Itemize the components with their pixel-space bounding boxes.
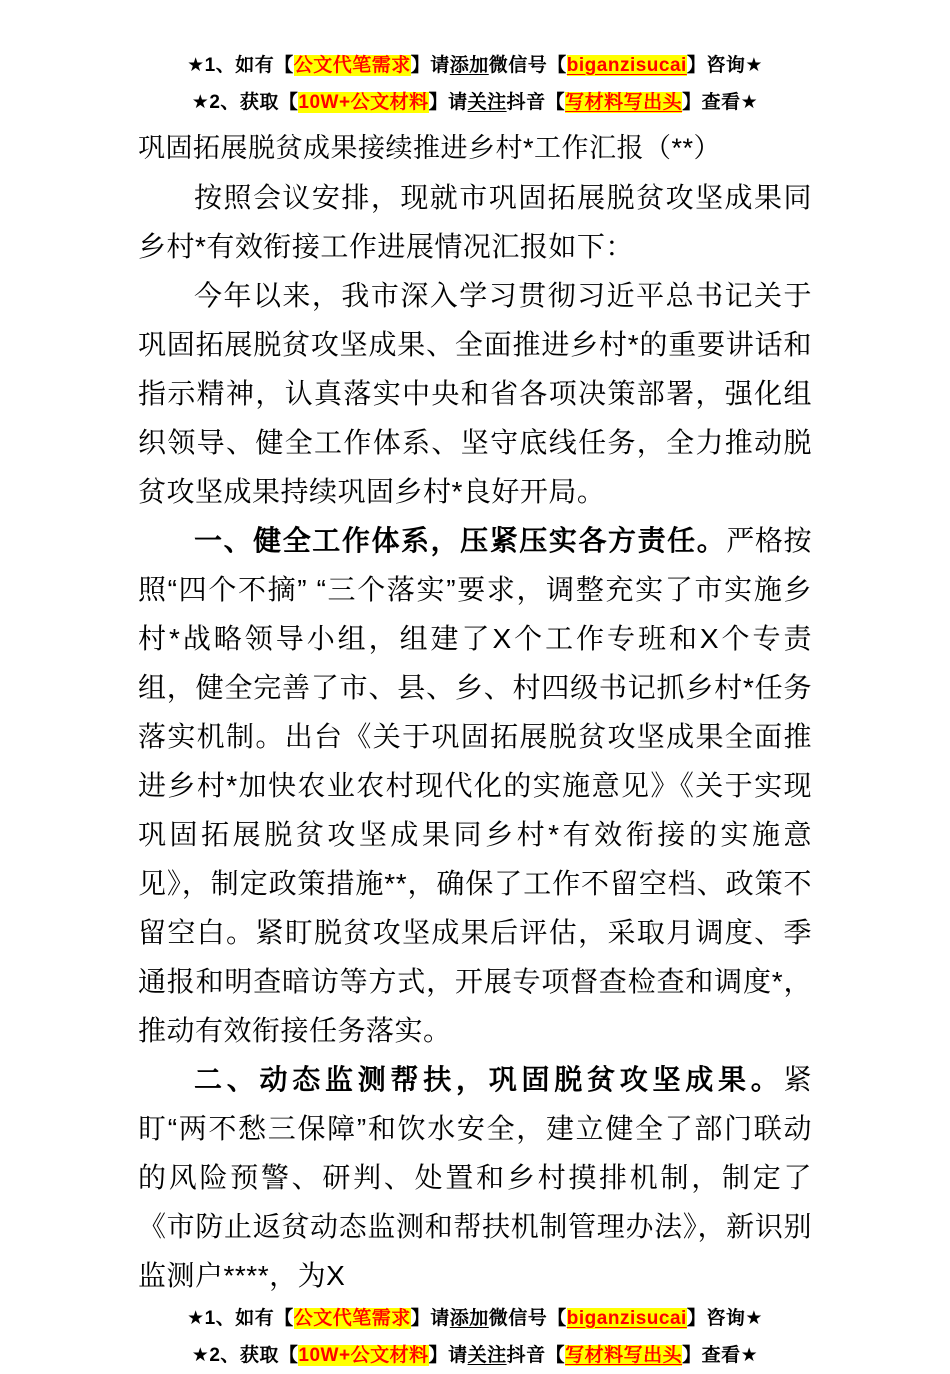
paragraph-intro [138,173,812,271]
promo-douyin-id: 写材料写出头 [565,1345,683,1366]
promo-footer-line-2 [138,1337,812,1374]
promo-text: 微信号【 [488,55,567,76]
promo-underline-follow: 关注 [467,92,507,113]
paragraph-text: 按照会议安排，现就市巩固拓展脱贫攻坚成果同乡村*有效衔接工作进展情况汇报如下： [138,182,812,262]
promo-footer [138,1300,812,1374]
paragraph-text: 今年以来，我市深入学习贯彻习近平总书记关于巩固拓展脱贫攻坚成果、全面推进乡村*的重要讲话和指示精神，认真落实中央和省各项决策部署，强化组织领导、健全工作体系、坚守底线任务，全力推动脱贫攻坚成果持续巩固乡村*良好开局。 [138,280,812,507]
promo-douyin-id: 写材料写出头 [565,92,683,113]
promo-text: ★1、如有【 [187,1308,294,1329]
promo-highlight-writing-service: 公文代笔需求 [293,55,411,76]
promo-highlight-materials: 10W+公文材料 [298,92,429,113]
promo-text: 】咨询★ [686,55,763,76]
promo-text: 】查看★ [682,92,759,113]
promo-header-line-1 [138,47,812,84]
promo-highlight-materials: 10W+公文材料 [298,1345,429,1366]
paragraph-text: 紧盯“两不愁三保障”和饮水安全，建立健全了部门联动的风险预警、研判、处置和乡村摸排机制，制定了《市防止返贫动态监测和帮扶机制管理办法》，新识别监测户****，为X [138,1064,812,1291]
promo-text: 抖音【 [506,92,566,113]
promo-header [138,47,812,121]
promo-wechat-id: biganzisucai [566,1308,687,1329]
promo-text: 抖音【 [506,1345,566,1366]
promo-text: 】咨询★ [686,1308,763,1329]
document-title: 巩固拓展脱贫成果接续推进乡村*工作汇报（**） [138,133,722,163]
promo-text: ★1、如有【 [187,55,294,76]
promo-text: 】请 [428,1345,468,1366]
promo-underline-add: 添加 [449,55,489,76]
promo-text: 】请 [428,92,468,113]
promo-text: 】请 [410,55,450,76]
promo-underline-follow: 关注 [467,1345,507,1366]
promo-text: 】查看★ [682,1345,759,1366]
promo-underline-add: 添加 [449,1308,489,1329]
promo-text: ★2、获取【 [191,1345,299,1366]
promo-header-line-2 [138,84,812,121]
promo-text: 微信号【 [488,1308,567,1329]
promo-footer-line-1 [138,1300,812,1337]
promo-text: 】请 [410,1308,450,1329]
paragraph-overview [138,271,812,516]
section-1-heading: 一、健全工作体系，压紧压实各方责任。 [194,525,727,556]
promo-wechat-id: biganzisucai [566,55,687,76]
promo-highlight-writing-service: 公文代笔需求 [293,1308,411,1329]
promo-text: ★2、获取【 [191,92,299,113]
paragraph-section-2 [138,1055,812,1300]
paragraph-text: 严格按照“四个不摘” “三个落实”要求，调整充实了市实施乡村*战略领导小组，组建了X个工作专班和X个专责组，健全完善了市、县、乡、村四级书记抓乡村*任务落实机制。出台《关于巩固拓展脱贫攻坚成果全面推进乡村*加快农业农村现代化的实施意见》《关于实现巩固拓展脱贫攻坚成果同乡村*有效衔接的实施意见》，制定政策措施**，确保了工作不留空档、政策不留空白。紧盯脱贫攻坚成果后评估，采取月调度、季通报和明查暗访等方式，开展专项督查检查和调度*，推动有效衔接任务落实。 [138,525,812,1046]
section-2-heading: 二、动态监测帮扶，巩固脱贫攻坚成果。 [194,1064,784,1095]
paragraph-section-1 [138,516,812,1055]
